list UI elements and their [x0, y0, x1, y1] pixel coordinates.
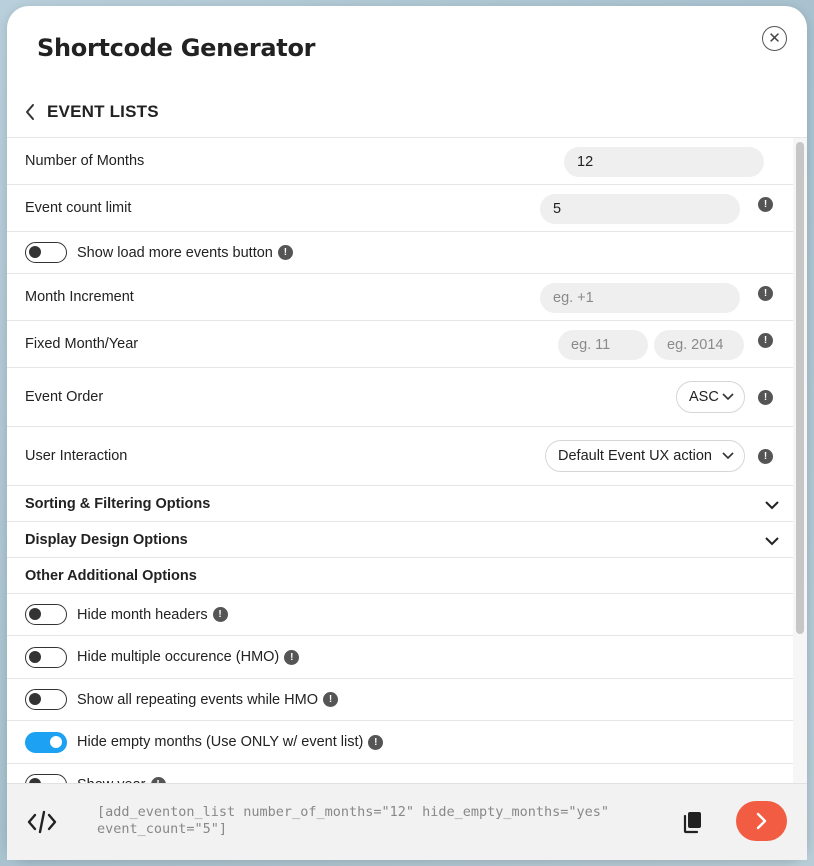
hide-month-headers-label: Hide month headers [77, 606, 208, 623]
row-show-all-repeating [7, 679, 793, 721]
info-icon[interactable]: ! [758, 333, 773, 348]
info-icon[interactable]: ! [368, 735, 383, 750]
info-icon[interactable]: ! [758, 197, 773, 212]
info-icon[interactable]: ! [758, 390, 773, 405]
row-show-load-more [7, 232, 793, 274]
fixed-month-input[interactable] [558, 330, 648, 360]
sorting-filtering-section[interactable] [7, 486, 793, 522]
month-increment-input[interactable] [540, 283, 740, 313]
fixed-month-year-label: Fixed Month/Year [25, 336, 139, 352]
fixed-year-input[interactable] [654, 330, 744, 360]
row-event-count-limit [7, 185, 793, 232]
row-event-order [7, 368, 793, 427]
chevron-right-icon [756, 812, 768, 830]
event-order-value: ASC [689, 389, 719, 405]
row-number-of-months [7, 138, 793, 185]
user-interaction-value: Default Event UX action [558, 448, 712, 464]
other-additional-label: Other Additional Options [25, 567, 197, 584]
toggle-label-wrap [77, 734, 383, 750]
info-icon[interactable]: ! [278, 245, 293, 260]
number-of-months-input[interactable] [564, 147, 764, 177]
sorting-filtering-label: Sorting & Filtering Options [25, 495, 211, 512]
show-load-more-label: Show load more events button [77, 244, 273, 261]
month-increment-label: Month Increment [25, 289, 134, 305]
hide-empty-months-label: Hide empty months (Use ONLY w/ event list) [77, 734, 364, 750]
hide-empty-months-toggle[interactable] [25, 732, 67, 753]
show-load-more-label-wrap [77, 245, 293, 261]
toggle-label-wrap [77, 649, 299, 665]
shortcode-footer [7, 783, 807, 860]
display-design-section[interactable] [7, 522, 793, 558]
display-design-label: Display Design Options [25, 531, 188, 548]
hide-month-headers-toggle[interactable] [25, 604, 67, 625]
section-title: EVENT LISTS [47, 101, 159, 121]
info-icon[interactable]: ! [758, 286, 773, 301]
toggle-label-wrap [77, 692, 338, 708]
settings-list[interactable] [7, 138, 793, 783]
section-header [7, 86, 807, 138]
user-interaction-select[interactable] [545, 440, 745, 472]
info-icon[interactable]: ! [323, 692, 338, 707]
copy-icon[interactable] [682, 810, 704, 834]
show-all-repeating-label: Show all repeating events while HMO [77, 691, 318, 708]
info-icon[interactable]: ! [284, 650, 299, 665]
scrollbar-thumb[interactable] [796, 142, 804, 634]
hide-multiple-occurence-toggle[interactable] [25, 647, 67, 668]
row-hide-month-headers [7, 594, 793, 636]
chevron-down-icon [722, 392, 734, 402]
row-fixed-month-year [7, 321, 793, 368]
chevron-down-icon[interactable] [765, 536, 779, 546]
row-hide-multiple-occurence [7, 636, 793, 679]
hide-multiple-occurence-label: Hide multiple occurence (HMO) [77, 649, 280, 665]
event-count-limit-input[interactable] [540, 194, 740, 224]
info-icon[interactable]: ! [213, 607, 228, 622]
modal-title: Shortcode Generator [37, 34, 316, 62]
shortcode-output[interactable]: [add_eventon_list number_of_months="12" hide_empty_months="yes" event_count="5"] [97, 804, 610, 837]
show-all-repeating-toggle[interactable] [25, 689, 67, 710]
number-of-months-label: Number of Months [25, 153, 145, 169]
chevron-down-icon [722, 451, 734, 461]
row-hide-empty-months [7, 721, 793, 764]
info-icon[interactable]: ! [758, 449, 773, 464]
toggle-label-wrap [77, 607, 228, 623]
show-load-more-toggle[interactable] [25, 242, 67, 263]
event-order-select[interactable] [676, 381, 745, 413]
event-count-limit-label: Event count limit [25, 200, 132, 216]
chevron-down-icon[interactable] [765, 500, 779, 510]
event-order-label: Event Order [25, 389, 104, 405]
close-icon[interactable]: ✕ [762, 26, 787, 51]
chevron-left-icon[interactable] [21, 103, 39, 121]
row-user-interaction [7, 427, 793, 486]
shortcode-generator-modal [7, 6, 807, 860]
code-icon[interactable] [27, 809, 57, 835]
other-additional-section [7, 558, 793, 594]
user-interaction-label: User Interaction [25, 448, 128, 464]
generate-next-button[interactable] [736, 801, 787, 841]
row-month-increment [7, 274, 793, 321]
